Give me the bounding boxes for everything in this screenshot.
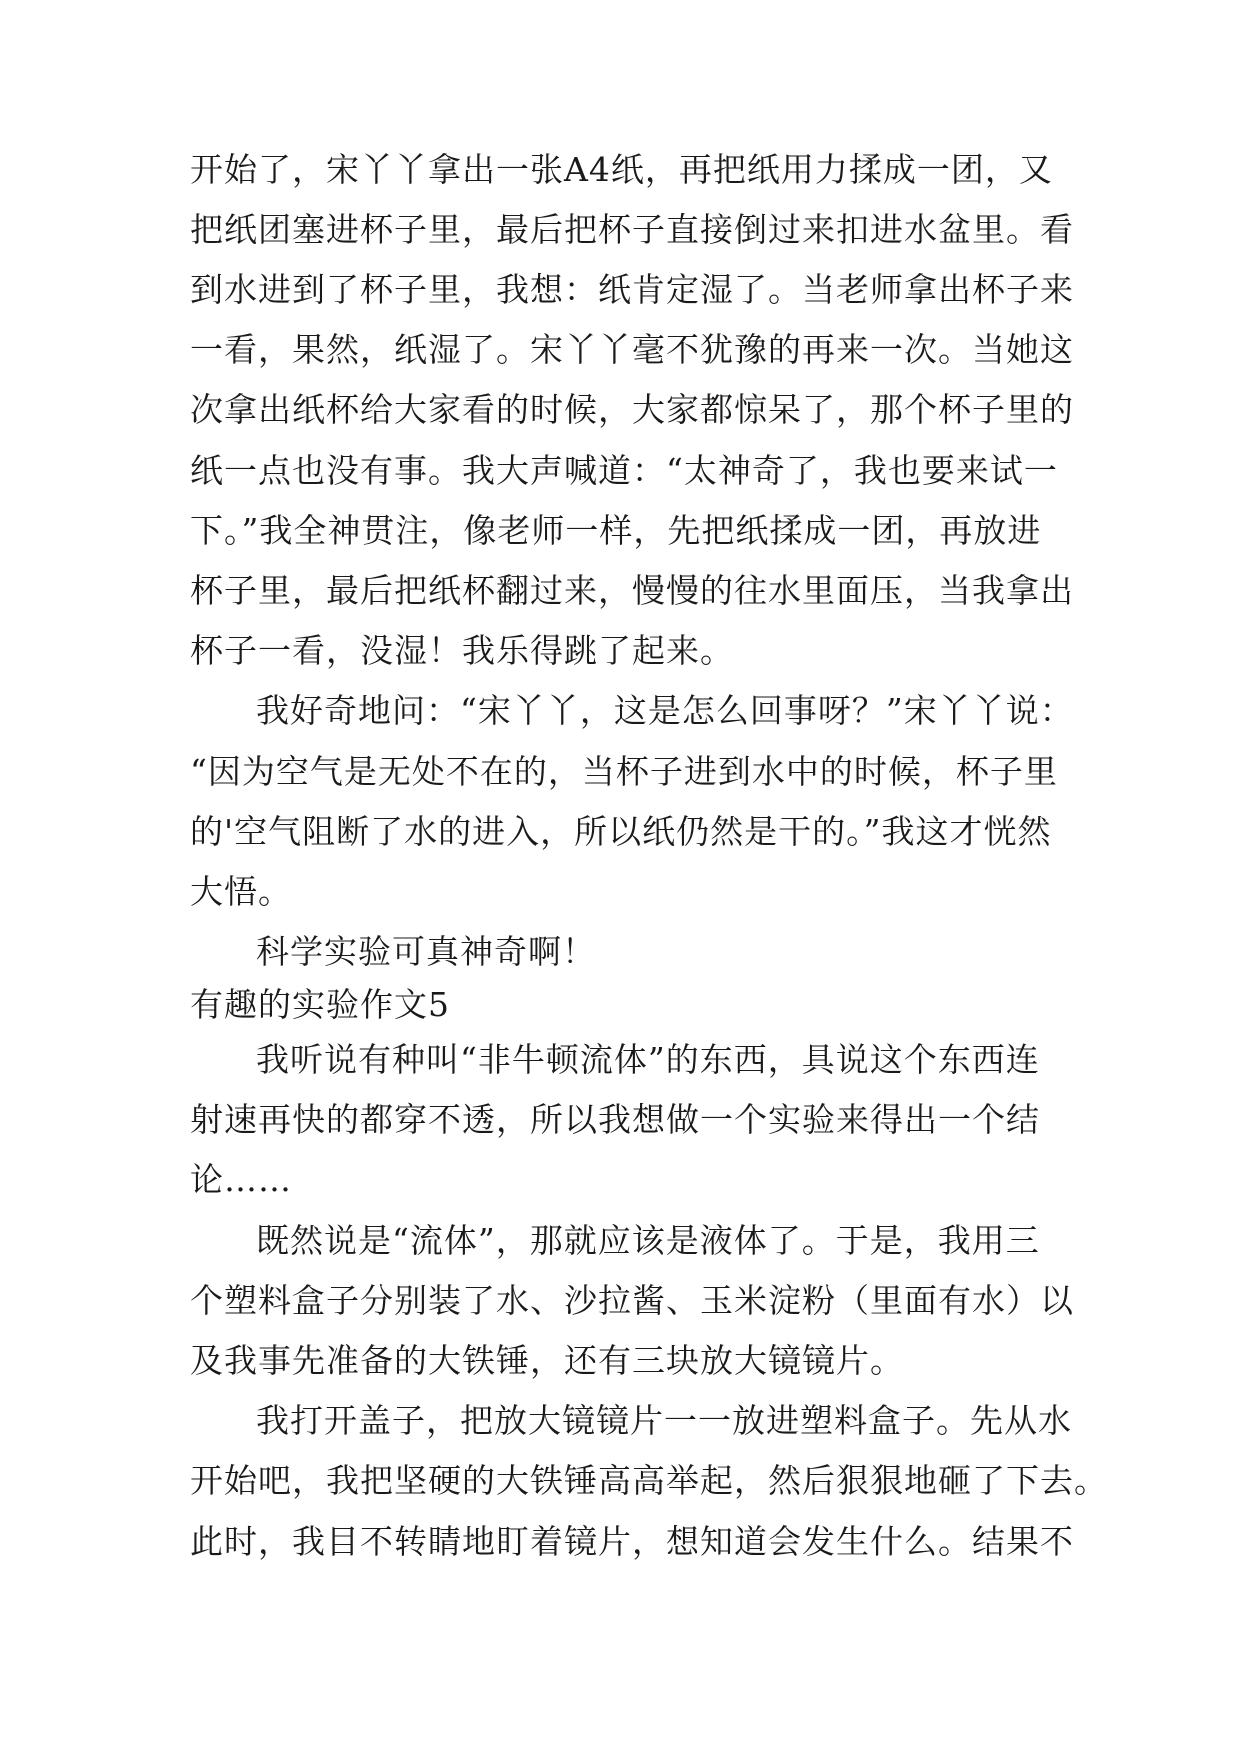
text-line: 开始吧，我把坚硬的大铁锤高高举起，然后狠狠地砸了下去。 — [190, 1461, 1108, 1500]
text-line: 的'空气阻断了水的进入，所以纸仍然是干的。”我这才恍然 — [190, 812, 1052, 851]
text-line: 纸一点也没有事。我大声喊道：“太神奇了，我也要来试一 — [190, 451, 1058, 490]
text-line: 论…… — [190, 1160, 292, 1199]
text-line: 下。”我全神贯注，像老师一样，先把纸揉成一团，再放进 — [190, 511, 1042, 550]
paragraph-start-line: 科学实验可真神奇啊！ — [256, 932, 596, 971]
section-title: 有趣的实验作文5 — [190, 985, 450, 1024]
text-line: 把纸团塞进杯子里，最后把杯子直接倒过来扣进水盆里。看 — [190, 210, 1074, 249]
text-line: 开始了，宋丫丫拿出一张A4纸，再把纸用力揉成一团，又 — [190, 150, 1053, 189]
text-line: 杯子里，最后把纸杯翻过来，慢慢的往水里面压，当我拿出 — [190, 571, 1074, 610]
paragraph-start-line: 我好奇地问：“宋丫丫，这是怎么回事呀？”宋丫丫说： — [256, 691, 1074, 730]
paragraph-start-line: 我听说有种叫“非牛顿流体”的东西，具说这个东西连 — [256, 1040, 1040, 1079]
paragraph-start-line: 我打开盖子，把放大镜镜片一一放进塑料盒子。先从水 — [256, 1401, 1072, 1440]
paragraph-start-line: 既然说是“流体”，那就应该是液体了。于是，我用三 — [256, 1221, 1040, 1260]
text-line: 射速再快的都穿不透，所以我想做一个实验来得出一个结 — [190, 1100, 1040, 1139]
text-line: 大悟。 — [190, 872, 292, 911]
text-line: 到水进到了杯子里，我想：纸肯定湿了。当老师拿出杯子来 — [190, 270, 1074, 309]
text-line: 此时，我目不转睛地盯着镜片，想知道会发生什么。结果不 — [190, 1522, 1074, 1561]
text-line: 杯子一看，没湿！我乐得跳了起来。 — [190, 631, 734, 670]
text-line: 个塑料盒子分别装了水、沙拉酱、玉米淀粉（里面有水）以 — [190, 1281, 1074, 1320]
text-line: 一看，果然，纸湿了。宋丫丫毫不犹豫的再来一次。当她这 — [190, 330, 1074, 369]
text-line: 次拿出纸杯给大家看的时候，大家都惊呆了，那个杯子里的 — [190, 390, 1074, 429]
text-line: “因为空气是无处不在的，当杯子进到水中的时候，杯子里 — [190, 752, 1058, 791]
text-line: 及我事先准备的大铁锤，还有三块放大镜镜片。 — [190, 1341, 904, 1380]
